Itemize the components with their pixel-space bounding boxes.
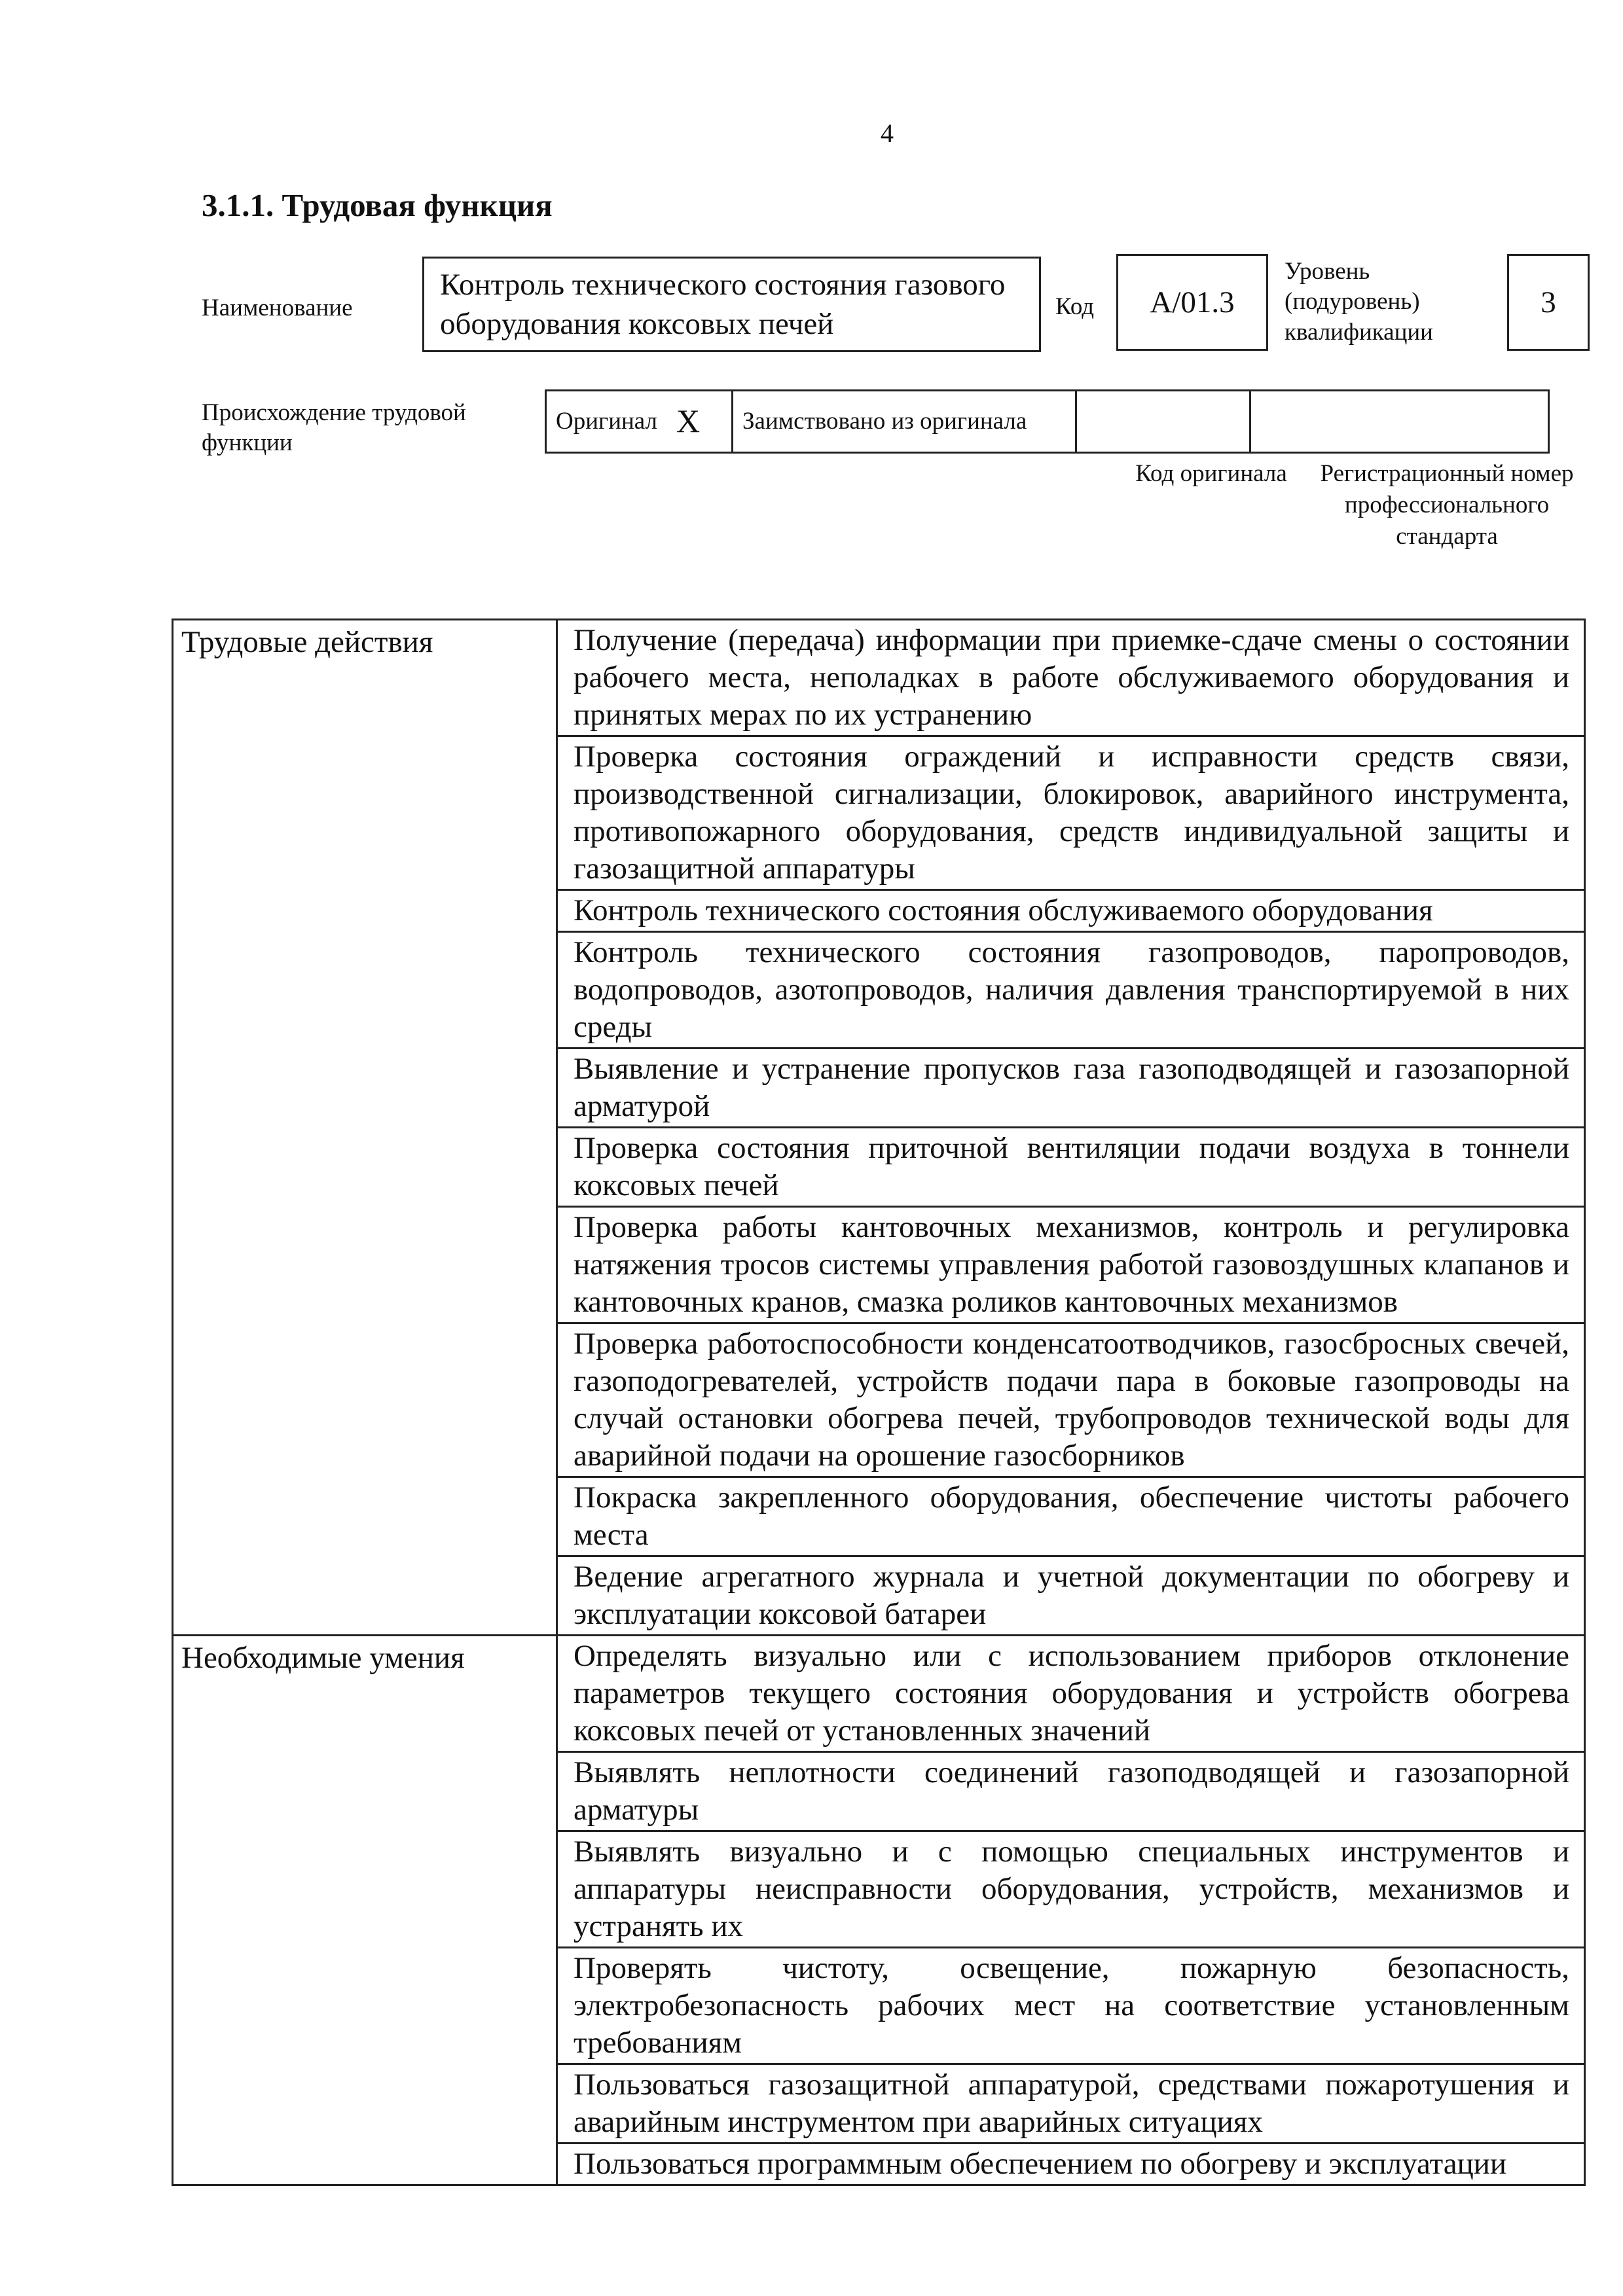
borrowed-label: Заимствовано из оригинала bbox=[733, 391, 1076, 453]
function-name-box: Контроль технического состояния газового оборудования коксовых печей bbox=[422, 257, 1041, 352]
section-category: Необходимые умения bbox=[173, 1636, 557, 2185]
labor-function-table bbox=[172, 619, 1586, 2186]
level-value: 3 bbox=[1507, 254, 1590, 351]
requirement-item: Выявлять неплотности соединений газоподводящей и газозапорной арматуры bbox=[557, 1752, 1585, 1831]
name-label: Наименование bbox=[202, 295, 353, 321]
requirement-item: Проверка состояния приточной вентиляции подачи воздуха в тоннели коксовых печей bbox=[557, 1128, 1585, 1207]
level-label: Уровень (подуровень) квалификации bbox=[1285, 258, 1433, 346]
table-row bbox=[173, 1636, 1585, 1752]
requirement-item: Контроль технического состояния обслуживаемого оборудования bbox=[557, 890, 1585, 932]
section-category: Трудовые действия bbox=[173, 620, 557, 1636]
requirement-item: Контроль технического состояния газопроводов, паропроводов, водопроводов, азотопроводов, наличия давления транспортируемой в них среды bbox=[557, 932, 1585, 1049]
code-label: Код bbox=[1055, 293, 1095, 320]
section-title: 3.1.1. Трудовая функция bbox=[202, 187, 553, 223]
requirement-item: Выявлять визуально и с помощью специальных инструментов и аппаратуры неисправности оборудования, устройств, механизмов и устранять их bbox=[557, 1831, 1585, 1948]
requirement-item: Проверять чистоту, освещение, пожарную безопасность, электробезопасность рабочих мест на соответствие установленным требованиям bbox=[557, 1948, 1585, 2064]
reg-number-caption: Регистрационный номер профессионального стандарта bbox=[1320, 460, 1574, 550]
requirement-item: Ведение агрегатного журнала и учетной документации по обогреву и эксплуатации коксовой батареи bbox=[557, 1556, 1585, 1636]
requirement-item: Определять визуально или с использованием приборов отклонение параметров текущего состояния оборудования и устройств обогрева коксовых печей от установленных значений bbox=[557, 1636, 1585, 1752]
requirement-item: Получение (передача) информации при приемке-сдаче смены о состоянии рабочего места, неполадках в работе обслуживаемого оборудования и принятых мерах по их устранению bbox=[557, 620, 1585, 736]
requirement-item: Пользоваться программным обеспечением по обогреву и эксплуатации bbox=[557, 2144, 1585, 2185]
reg-number-cell bbox=[1250, 391, 1549, 453]
original-label: Оригинал bbox=[546, 391, 668, 453]
code-value: А/01.3 bbox=[1116, 254, 1268, 351]
origin-table bbox=[545, 389, 1550, 454]
origin-label: Происхождение трудовой функции bbox=[202, 399, 466, 457]
original-code-caption: Код оригинала bbox=[1135, 460, 1287, 487]
page-number: 4 bbox=[881, 118, 894, 148]
requirement-item: Выявление и устранение пропусков газа газоподводящей и газозапорной арматурой bbox=[557, 1049, 1585, 1128]
table-row bbox=[173, 620, 1585, 736]
original-code-cell bbox=[1076, 391, 1250, 453]
requirement-item: Проверка состояния ограждений и исправности средств связи, производственной сигнализации, блокировок, аварийного инструмента, противопожарного оборудования, средств индивидуальной защиты и газозащитной аппаратуры bbox=[557, 736, 1585, 890]
requirement-item: Пользоваться газозащитной аппаратурой, средствами пожаротушения и аварийным инструментом при аварийных ситуациях bbox=[557, 2064, 1585, 2144]
original-mark: X bbox=[667, 391, 733, 453]
requirement-item: Покраска закрепленного оборудования, обеспечение чистоты рабочего места bbox=[557, 1477, 1585, 1556]
requirement-item: Проверка работоспособности конденсатоотводчиков, газосбросных свечей, газоподогревателей, устройств подачи пара в боковые газопроводы на случай остановки обогрева печей, трубопроводов технической воды для аварийной подачи на орошение газосборников bbox=[557, 1323, 1585, 1477]
requirement-item: Проверка работы кантовочных механизмов, контроль и регулировка натяжения тросов системы управления работой газовоздушных клапанов и кантовочных кранов, смазка роликов кантовочных механизмов bbox=[557, 1207, 1585, 1323]
